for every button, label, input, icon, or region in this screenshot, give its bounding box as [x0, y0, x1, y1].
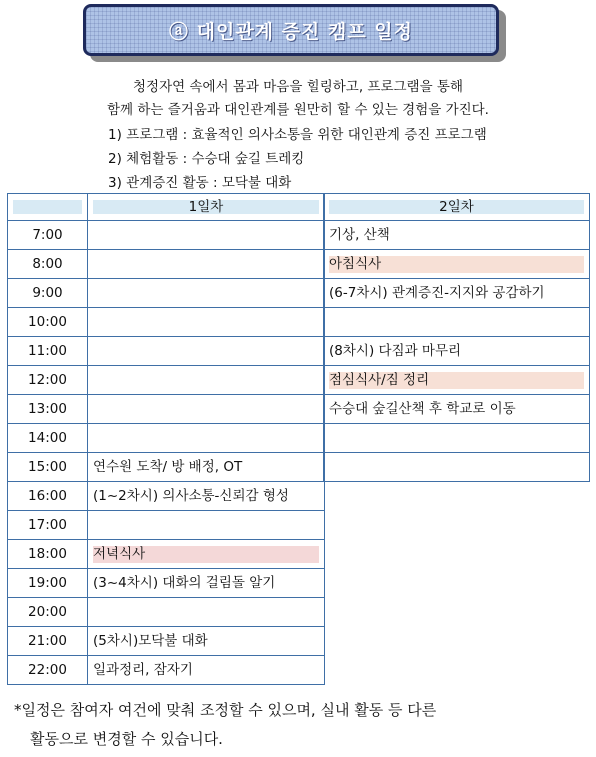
time-cell: 18:00 — [8, 540, 88, 569]
table-row — [8, 569, 325, 598]
table-row — [8, 453, 325, 482]
day1-activity-cell — [88, 250, 325, 279]
table-row — [324, 337, 590, 366]
activity-text: 점심식사/짐 정리 — [329, 372, 584, 389]
time-cell: 10:00 — [8, 308, 88, 337]
table-row — [8, 395, 325, 424]
day1-activity-cell — [88, 627, 325, 656]
activity-text: 연수원 도착/ 방 배정, OT — [93, 458, 243, 475]
schedule-table-day1 — [7, 193, 325, 685]
table-row — [8, 221, 325, 250]
day2-activity-cell — [324, 424, 590, 453]
time-cell: 11:00 — [8, 337, 88, 366]
activity-text: (3~4차시) 대화의 걸림돌 알기 — [93, 574, 276, 591]
table-row — [324, 221, 590, 250]
time-cell: 17:00 — [8, 511, 88, 540]
header-day2: 2일차 — [324, 194, 590, 221]
table-row — [324, 395, 590, 424]
day1-activity-cell — [88, 308, 325, 337]
header-time — [8, 194, 88, 221]
day1-activity-cell — [88, 569, 325, 598]
activity-text: 저녁식사 — [93, 546, 319, 563]
page-title: ⓐ 대인관계 증진 캠프 일정 — [169, 20, 413, 43]
day1-activity-cell — [88, 453, 325, 482]
day1-activity-cell — [88, 598, 325, 627]
activity-text: (1~2차시) 의사소통-신뢰감 형성 — [93, 487, 289, 504]
title-banner — [83, 4, 499, 56]
note-line-2: 활동으로 변경할 수 있습니다. — [30, 730, 223, 748]
table-row — [8, 627, 325, 656]
day2-activity-cell — [324, 453, 590, 482]
day1-activity-cell — [88, 424, 325, 453]
table-row — [8, 308, 325, 337]
table-header-row — [324, 194, 590, 221]
day2-activity-cell — [324, 395, 590, 424]
time-cell: 7:00 — [8, 221, 88, 250]
time-cell: 13:00 — [8, 395, 88, 424]
activity-text: (6-7차시) 관계증진-지지와 공감하기 — [329, 284, 545, 301]
table-row — [8, 424, 325, 453]
table-header-row — [8, 194, 325, 221]
table-row — [8, 511, 325, 540]
day1-activity-cell — [88, 511, 325, 540]
table-row — [8, 250, 325, 279]
time-cell: 22:00 — [8, 656, 88, 685]
time-cell: 15:00 — [8, 453, 88, 482]
day1-activity-cell — [88, 540, 325, 569]
time-cell: 19:00 — [8, 569, 88, 598]
schedule-table-day2 — [323, 193, 590, 482]
table-row — [324, 424, 590, 453]
day2-activity-cell — [324, 366, 590, 395]
activity-text: 수승대 숲길산책 후 학교로 이동 — [329, 400, 516, 417]
day2-activity-cell — [324, 337, 590, 366]
program-item-3: 3) 관계증진 활동 : 모닥불 대화 — [108, 175, 292, 191]
intro-line-1: 청정자연 속에서 몸과 마음을 힐링하고, 프로그램을 통해 — [133, 79, 463, 95]
table-row — [324, 453, 590, 482]
table-row — [8, 540, 325, 569]
table-row — [324, 279, 590, 308]
activity-text: 기상, 산책 — [329, 226, 390, 243]
note-line-1: *일정은 참여자 여건에 맞춰 조정할 수 있으며, 실내 활동 등 다른 — [14, 701, 437, 719]
day2-activity-cell — [324, 279, 590, 308]
time-cell: 16:00 — [8, 482, 88, 511]
time-cell: 8:00 — [8, 250, 88, 279]
time-cell: 14:00 — [8, 424, 88, 453]
time-cell: 20:00 — [8, 598, 88, 627]
table-row — [324, 308, 590, 337]
activity-text: (5차시)모닥불 대화 — [93, 632, 208, 649]
activity-text: 아침식사 — [329, 256, 584, 273]
table-row — [8, 598, 325, 627]
day1-activity-cell — [88, 395, 325, 424]
day2-activity-cell — [324, 308, 590, 337]
table-row — [8, 279, 325, 308]
table-row — [324, 250, 590, 279]
program-item-2: 2) 체험활동 : 수승대 숲길 트레킹 — [108, 151, 305, 167]
time-cell: 21:00 — [8, 627, 88, 656]
header-day1: 1일차 — [88, 194, 325, 221]
table-row — [8, 482, 325, 511]
activity-text: 일과정리, 잠자기 — [93, 661, 193, 678]
day1-activity-cell — [88, 482, 325, 511]
day2-activity-cell — [324, 250, 590, 279]
table-row — [8, 366, 325, 395]
table-row — [8, 656, 325, 685]
day1-activity-cell — [88, 221, 325, 250]
time-cell: 12:00 — [8, 366, 88, 395]
day1-activity-cell — [88, 279, 325, 308]
day1-activity-cell — [88, 656, 325, 685]
table-row — [324, 366, 590, 395]
table-row — [8, 337, 325, 366]
activity-text: (8차시) 다짐과 마무리 — [329, 342, 462, 359]
day2-activity-cell — [324, 221, 590, 250]
time-cell: 9:00 — [8, 279, 88, 308]
intro-line-2: 함께 하는 즐거움과 대인관계를 원만히 할 수 있는 경험을 가진다. — [107, 102, 489, 118]
program-item-1: 1) 프로그램 : 효율적인 의사소통을 위한 대인관계 증진 프로그램 — [108, 127, 487, 143]
day1-activity-cell — [88, 366, 325, 395]
day1-activity-cell — [88, 337, 325, 366]
